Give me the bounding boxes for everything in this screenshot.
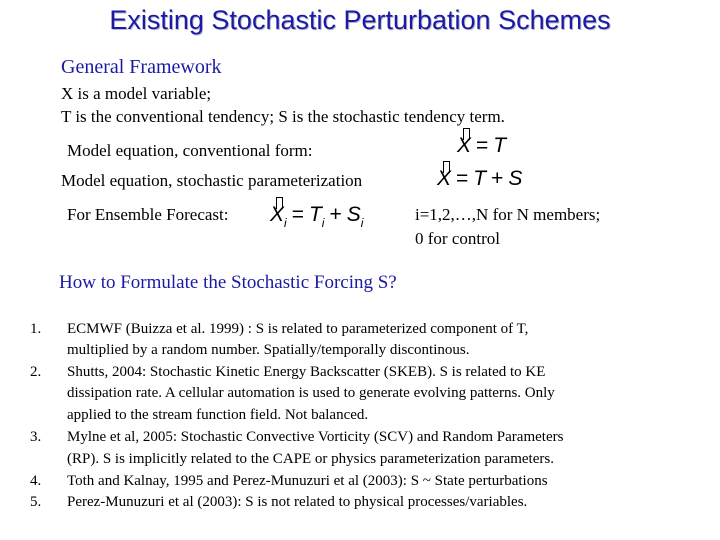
list-item-line: Shutts, 2004: Stochastic Kinetic Energy Backscatter (SKEB). S is related to KE <box>67 364 546 380</box>
framework-line-1: X is a model variable; <box>61 84 212 103</box>
time-derivative-mark <box>443 161 450 173</box>
equation-term: T <box>493 134 507 157</box>
equation-variable: X <box>270 203 285 226</box>
conventional-equation-label: Model equation, conventional form: <box>67 141 313 160</box>
equation-term: S <box>346 203 361 226</box>
stochastic-equation <box>437 167 522 191</box>
time-derivative-mark <box>463 128 470 140</box>
subscript-i: i <box>284 216 287 230</box>
ensemble-label: For Ensemble Forecast: <box>67 205 229 224</box>
subscript-i: i <box>321 216 325 230</box>
list-item-line: (RP). S is implicitly related to the CAPE or physics parameterization parameters. <box>67 451 554 467</box>
list-number: 3. <box>30 429 42 445</box>
list-number: 4. <box>30 473 42 489</box>
subscript-i: i <box>360 216 364 230</box>
equation-term: T <box>473 167 487 190</box>
equals-sign: = <box>456 167 469 190</box>
list-item-line: Mylne et al, 2005: Stochastic Convective Vorticity (SCV) and Random Parameters <box>67 429 564 445</box>
question-heading: How to Formulate the Stochastic Forcing S? <box>59 272 397 293</box>
ensemble-note-members: i=1,2,…,N for N members; <box>415 205 601 224</box>
stochastic-equation-label: Model equation, stochastic parameterization <box>61 171 363 190</box>
equals-sign: = <box>476 134 489 157</box>
conventional-equation <box>457 134 506 158</box>
plus-sign: + <box>329 203 342 226</box>
ensemble-note-control: 0 for control <box>415 229 500 248</box>
list-number: 5. <box>30 494 42 510</box>
list-item-line: applied to the stream function field. Not balanced. <box>67 407 369 423</box>
framework-line-2: T is the conventional tendency; S is the stochastic tendency term. <box>61 107 505 126</box>
equation-variable: X <box>457 134 472 157</box>
time-derivative-mark <box>276 197 283 209</box>
equation-term: T <box>308 203 322 226</box>
list-item-line: dissipation rate. A cellular automation is used to generate evolving patterns. Only <box>67 385 555 401</box>
list-item-line: multiplied by a random number. Spatially/temporally discontinous. <box>67 342 470 358</box>
general-framework-heading: General Framework <box>61 56 222 78</box>
equation-variable: X <box>437 167 452 190</box>
list-number: 2. <box>30 364 42 380</box>
equals-sign: = <box>291 203 304 226</box>
slide-title: Existing Stochastic Perturbation Schemes <box>109 5 611 35</box>
list-item-line: Perez-Munuzuri et al (2003): S is not related to physical processes/variables. <box>67 494 528 510</box>
list-item-line: Toth and Kalnay, 1995 and Perez-Munuzuri et al (2003): S ~ State perturbations <box>67 473 548 489</box>
plus-sign: + <box>491 167 504 190</box>
list-number: 1. <box>30 321 42 337</box>
list-item-line: ECMWF (Buizza et al. 1999) : S is related to parameterized component of T, <box>67 321 529 337</box>
equation-term: S <box>508 167 523 190</box>
ensemble-equation <box>270 203 364 230</box>
